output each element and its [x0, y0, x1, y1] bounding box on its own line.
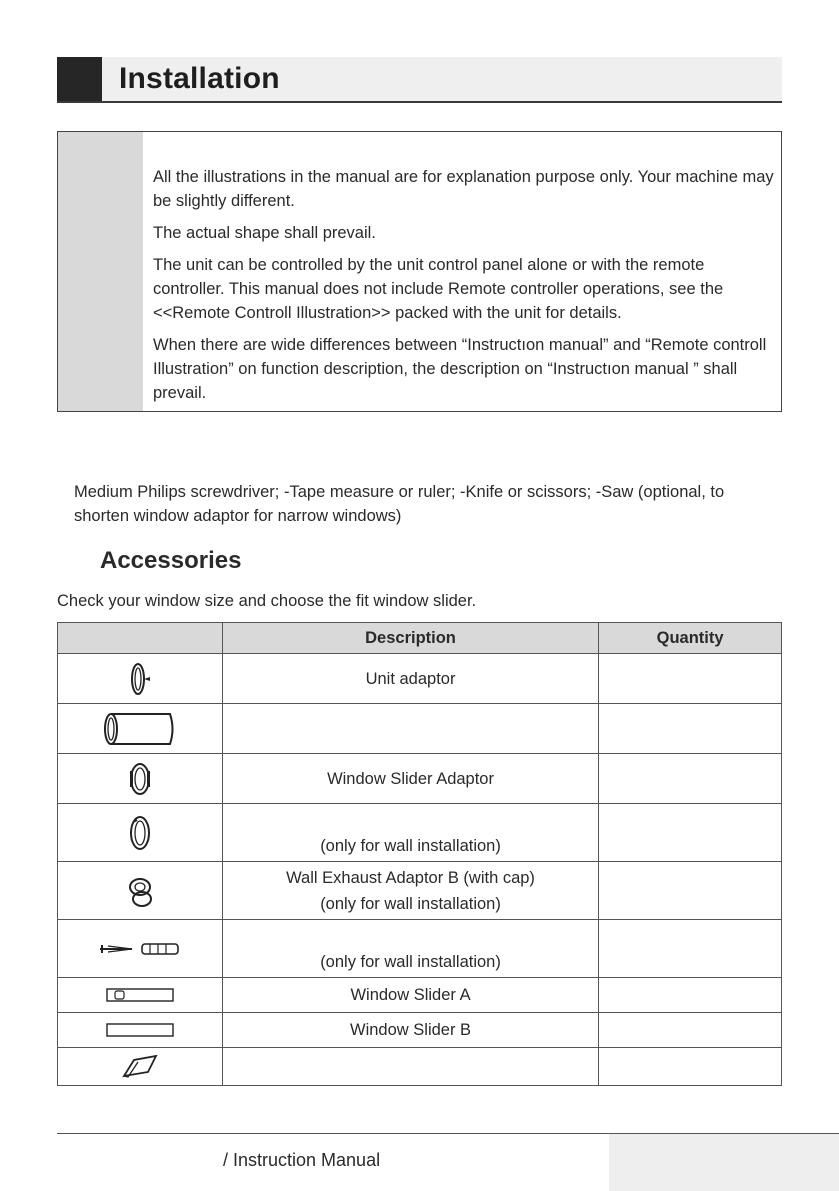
wall-exhaust-adaptor-b-icon: [58, 862, 223, 920]
footer-box: [609, 1134, 839, 1191]
table-row: [58, 704, 782, 754]
accessories-title: Accessories: [100, 547, 242, 574]
description-cell: [222, 704, 598, 754]
table-row: [58, 978, 782, 1013]
quantity-cell: [599, 804, 782, 862]
description-cell: Unit adaptor: [222, 654, 598, 704]
note-paragraph: When there are wide differences between “Instructıon manual” and “Remote controll Illustration” on function description, the description on “Instructıon manual ” shall prevail.: [153, 336, 767, 402]
table-row: [58, 862, 782, 920]
note-content: [153, 165, 778, 413]
page-title: Installation: [119, 62, 280, 95]
table-row: [58, 1013, 782, 1048]
table-row: [58, 654, 782, 704]
tools-text: Medium Philips screwdriver; -Tape measure or ruler; -Knife or scissors; -Saw (optional, to shorten window adaptor for narrow windows): [74, 483, 725, 525]
note-side-panel: [58, 132, 143, 411]
column-header-quantity: Quantity: [599, 623, 782, 654]
exhaust-hose-icon: [58, 704, 223, 754]
quantity-cell: [599, 1048, 782, 1086]
table-row: [58, 1048, 782, 1086]
quantity-cell: [599, 978, 782, 1013]
description-cell: Window Slider A: [222, 978, 598, 1013]
accessories-intro: Check your window size and choose the fit window slider.: [57, 592, 477, 610]
section-header: [57, 57, 782, 103]
description-cell: Window Slider B: [222, 1013, 598, 1048]
column-header-image: [58, 623, 223, 654]
description-cell: [222, 1048, 598, 1086]
quantity-cell: [599, 862, 782, 920]
window-slider-b-icon: [58, 1013, 223, 1048]
table-header-row: [58, 623, 782, 654]
footer-text: / Instruction Manual: [223, 1150, 381, 1170]
foam-seal-icon: [58, 1048, 223, 1086]
note-paragraph: The actual shape shall prevail.: [153, 224, 376, 242]
description-cell: (only for wall installation): [222, 804, 598, 862]
quantity-cell: [599, 704, 782, 754]
note-box: [57, 131, 782, 412]
window-slider-a-icon: [58, 978, 223, 1013]
wall-exhaust-adaptor-a-icon: [58, 804, 223, 862]
note-paragraph: All the illustrations in the manual are for explanation purpose only. Your machine may be slightly different.: [153, 168, 774, 210]
description-cell: (only for wall installation): [222, 920, 598, 978]
screw-and-anchor-icon: [58, 920, 223, 978]
window-slider-adaptor-icon: [58, 754, 223, 804]
table-row: [58, 754, 782, 804]
header-block: [57, 57, 102, 101]
quantity-cell: [599, 754, 782, 804]
description-cell: Window Slider Adaptor: [222, 754, 598, 804]
note-paragraph: The unit can be controlled by the unit control panel alone or with the remote controller. This manual does not include Remote controller operations, see the <<Remote Controll Illustration>> packed with the unit for details.: [153, 256, 724, 322]
unit-adaptor-icon: [58, 654, 223, 704]
quantity-cell: [599, 920, 782, 978]
description-cell: Wall Exhaust Adaptor B (with cap) (only for wall installation): [222, 862, 598, 920]
table-row: [58, 920, 782, 978]
accessories-table: [57, 622, 782, 1086]
column-header-description: Description: [222, 623, 598, 654]
table-row: [58, 804, 782, 862]
quantity-cell: [599, 1013, 782, 1048]
quantity-cell: [599, 654, 782, 704]
